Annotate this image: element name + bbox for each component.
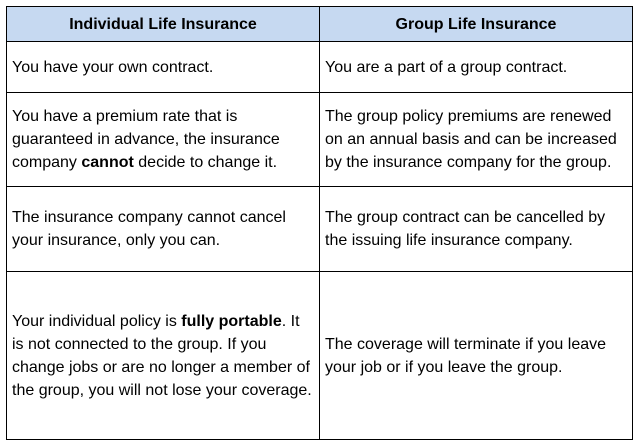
individual-cancel-cell: The insurance company cannot cancel your insurance, only you can. xyxy=(7,187,320,272)
portable-text-before: Your individual policy is xyxy=(12,312,182,330)
premium-text-after: decide to change it. xyxy=(133,154,278,171)
individual-premium-cell xyxy=(7,93,320,187)
header-individual: Individual Life Insurance xyxy=(7,7,320,42)
table-row xyxy=(7,42,633,93)
premium-text-before: You have a premium rate that is guaranteed in advance, the insurance company xyxy=(12,108,280,171)
individual-contract-cell: You have your own contract. xyxy=(7,42,320,93)
portable-text-after: . It is not connected to the group. If you change jobs or are no longer a member of the group, you will not lose your coverage. xyxy=(12,312,312,399)
table-row xyxy=(7,187,633,272)
header-group: Group Life Insurance xyxy=(320,7,633,42)
table-row xyxy=(7,93,633,187)
group-premium-cell: The group policy premiums are renewed on an annual basis and can be increased by the insurance company for the group. xyxy=(320,93,633,187)
individual-portability-cell xyxy=(7,272,320,440)
portable-text-bold: fully portable xyxy=(181,312,282,330)
premium-text-bold: cannot xyxy=(81,154,134,171)
group-cancel-cell: The group contract can be cancelled by the issuing life insurance company. xyxy=(320,187,633,272)
comparison-table xyxy=(6,6,633,440)
table-row xyxy=(7,272,633,440)
header-row xyxy=(7,7,633,42)
group-termination-cell: The coverage will terminate if you leave your job or if you leave the group. xyxy=(320,272,633,440)
group-contract-cell: You are a part of a group contract. xyxy=(320,42,633,93)
